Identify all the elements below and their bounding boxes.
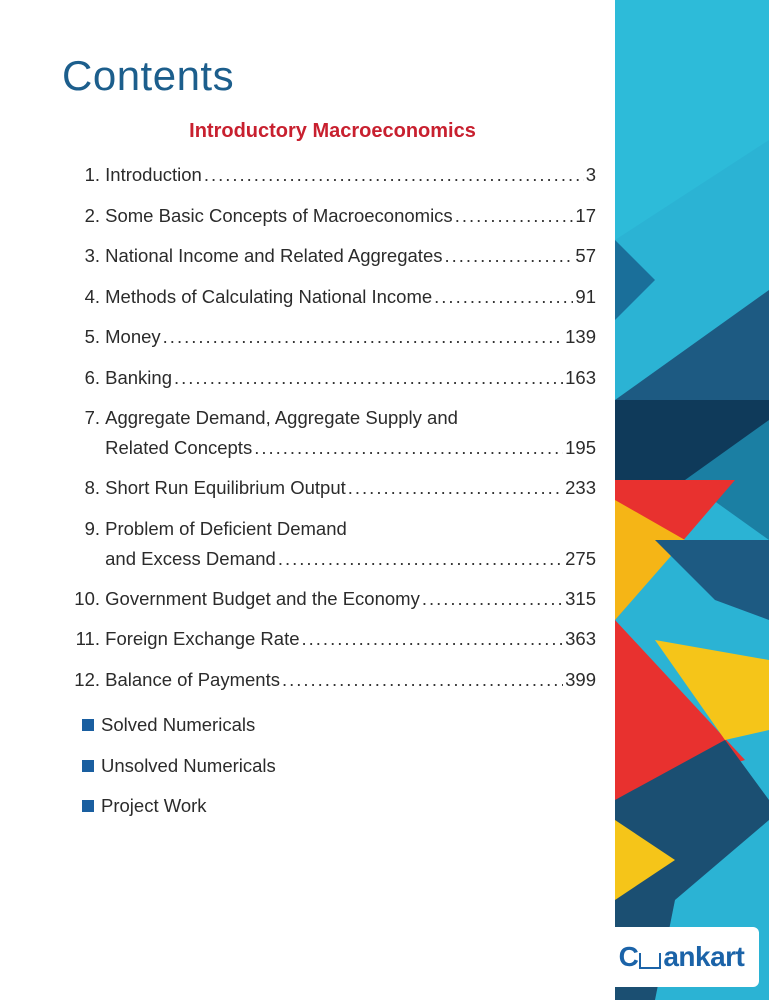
toc-entry[interactable] bbox=[66, 473, 596, 514]
toc-number: 3. bbox=[84, 245, 100, 266]
logo-letter: C bbox=[618, 941, 639, 972]
dot-leader bbox=[422, 584, 563, 614]
dot-leader bbox=[282, 665, 563, 695]
toc-entry[interactable] bbox=[66, 514, 596, 584]
logo-text: ankart bbox=[663, 941, 745, 972]
toc-entry[interactable] bbox=[66, 584, 596, 625]
toc-number: 7. bbox=[84, 407, 100, 428]
toc-entry[interactable] bbox=[66, 624, 596, 665]
toc-page: 17 bbox=[575, 204, 596, 226]
cart-icon bbox=[639, 953, 661, 969]
toc-entry[interactable] bbox=[66, 241, 596, 282]
extra-item-label: Unsolved Numericals bbox=[101, 754, 276, 776]
toc-number: 5. bbox=[84, 326, 100, 347]
dot-leader bbox=[254, 433, 563, 463]
toc-entry[interactable] bbox=[66, 363, 596, 404]
toc-page: 363 bbox=[565, 628, 596, 649]
toc-title: Methods of Calculating National Income bbox=[105, 285, 433, 307]
toc-number: 8. bbox=[84, 477, 100, 498]
extra-item-label: Project Work bbox=[101, 795, 207, 817]
extra-item[interactable] bbox=[66, 786, 596, 827]
toc-entry[interactable] bbox=[66, 160, 596, 201]
table-of-contents bbox=[66, 160, 596, 827]
toc-page: 195 bbox=[565, 437, 596, 458]
section-subtitle: Introductory Macroeconomics bbox=[189, 120, 476, 142]
dot-leader bbox=[174, 363, 563, 393]
toc-title: Foreign Exchange Rate bbox=[105, 628, 300, 649]
toc-entry[interactable] bbox=[66, 403, 596, 473]
page-title: Contents bbox=[62, 52, 235, 99]
toc-page: 91 bbox=[575, 285, 596, 307]
extra-item[interactable] bbox=[66, 746, 596, 787]
toc-title: Money bbox=[105, 326, 161, 347]
toc-entry[interactable] bbox=[66, 322, 596, 363]
square-bullet-icon bbox=[82, 719, 94, 731]
toc-page: 139 bbox=[565, 326, 596, 347]
toc-title: Balance of Payments bbox=[105, 668, 280, 690]
toc-page: 57 bbox=[575, 245, 596, 266]
toc-number: 10. bbox=[74, 587, 100, 609]
toc-title: Problem of Deficient Demand bbox=[105, 517, 347, 539]
dot-leader bbox=[444, 241, 573, 271]
toc-page: 233 bbox=[565, 477, 596, 498]
toc-title: Aggregate Demand, Aggregate Supply and bbox=[105, 407, 458, 428]
dot-leader bbox=[278, 544, 563, 574]
square-bullet-icon bbox=[82, 760, 94, 772]
extra-item[interactable] bbox=[66, 705, 596, 746]
toc-number: 12. bbox=[74, 668, 100, 690]
toc-number: 6. bbox=[84, 366, 100, 388]
decorative-side-art bbox=[615, 0, 769, 1000]
toc-entry[interactable] bbox=[66, 201, 596, 242]
toc-title: Introduction bbox=[105, 164, 202, 185]
dot-leader bbox=[434, 282, 573, 312]
extra-item-label: Solved Numericals bbox=[101, 714, 256, 736]
toc-number: 2. bbox=[84, 204, 100, 226]
toc-title-continued: and Excess Demand bbox=[105, 547, 276, 569]
toc-entry[interactable] bbox=[66, 665, 596, 706]
toc-title: Banking bbox=[105, 366, 172, 388]
toc-title-continued: Related Concepts bbox=[105, 437, 253, 458]
toc-page: 163 bbox=[565, 366, 596, 388]
dot-leader bbox=[302, 624, 564, 654]
dot-leader bbox=[455, 201, 574, 231]
toc-entry[interactable] bbox=[66, 282, 596, 323]
dot-leader bbox=[204, 160, 584, 190]
toc-number: 9. bbox=[84, 517, 100, 539]
toc-page: 315 bbox=[565, 587, 596, 609]
toc-number: 4. bbox=[84, 285, 100, 307]
toc-title: Short Run Equilibrium Output bbox=[105, 477, 346, 498]
toc-number: 1. bbox=[84, 164, 100, 185]
toc-page: 399 bbox=[565, 668, 596, 690]
dot-leader bbox=[348, 473, 563, 503]
toc-title: National Income and Related Aggregates bbox=[105, 245, 443, 266]
toc-title: Some Basic Concepts of Macroeconomics bbox=[105, 204, 453, 226]
dot-leader bbox=[163, 322, 563, 352]
toc-page: 3 bbox=[585, 164, 596, 185]
brand-logo bbox=[604, 927, 759, 987]
square-bullet-icon bbox=[82, 800, 94, 812]
toc-page: 275 bbox=[565, 547, 596, 569]
toc-title: Government Budget and the Economy bbox=[105, 587, 420, 609]
toc-number: 11. bbox=[75, 628, 100, 649]
